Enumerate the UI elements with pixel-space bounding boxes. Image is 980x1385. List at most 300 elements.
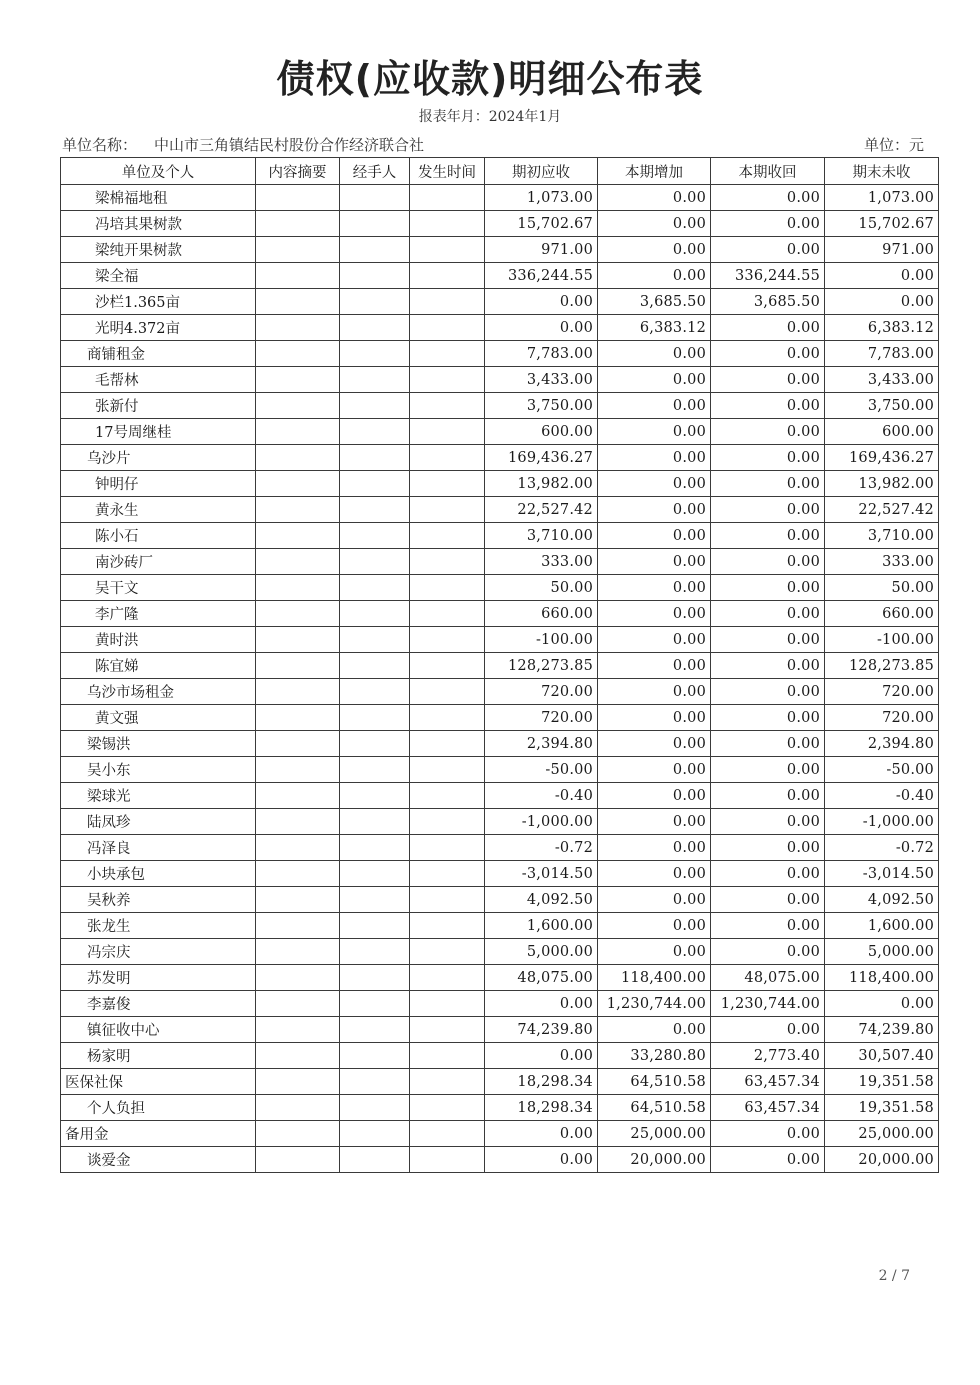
increase-amount-cell: 0.00 <box>598 783 711 809</box>
receivables-table <box>60 157 939 1173</box>
table-row <box>61 809 939 835</box>
increase-amount-cell: 0.00 <box>598 393 711 419</box>
opening-amount-cell: 169,436.27 <box>485 445 598 471</box>
summary-cell <box>256 679 340 705</box>
increase-amount-cell: 0.00 <box>598 653 711 679</box>
summary-cell <box>256 965 340 991</box>
entity-name-cell: 杨家明 <box>61 1043 256 1069</box>
entity-name-cell: 李嘉俊 <box>61 991 256 1017</box>
entity-name-cell: 南沙砖厂 <box>61 549 256 575</box>
summary-cell <box>256 913 340 939</box>
table-row <box>61 913 939 939</box>
increase-amount-cell: 0.00 <box>598 419 711 445</box>
increase-amount-cell: 0.00 <box>598 185 711 211</box>
date-cell <box>410 835 485 861</box>
table-row <box>61 211 939 237</box>
recovered-amount-cell: 0.00 <box>711 835 825 861</box>
entity-name-cell: 钟明仔 <box>61 471 256 497</box>
handler-cell <box>340 237 410 263</box>
table-row <box>61 1121 939 1147</box>
entity-name-cell: 梁全福 <box>61 263 256 289</box>
handler-cell <box>340 783 410 809</box>
recovered-amount-cell: 48,075.00 <box>711 965 825 991</box>
recovered-amount-cell: 0.00 <box>711 601 825 627</box>
recovered-amount-cell: 0.00 <box>711 783 825 809</box>
increase-amount-cell: 0.00 <box>598 211 711 237</box>
summary-cell <box>256 471 340 497</box>
closing-amount-cell: 13,982.00 <box>825 471 939 497</box>
recovered-amount-cell: 0.00 <box>711 731 825 757</box>
opening-amount-cell: 22,527.42 <box>485 497 598 523</box>
date-cell <box>410 211 485 237</box>
date-cell <box>410 939 485 965</box>
opening-amount-cell: 4,092.50 <box>485 887 598 913</box>
recovered-amount-cell: 0.00 <box>711 471 825 497</box>
opening-amount-cell: 720.00 <box>485 705 598 731</box>
date-cell <box>410 861 485 887</box>
closing-amount-cell: 0.00 <box>825 263 939 289</box>
entity-name-cell: 黄文强 <box>61 705 256 731</box>
closing-amount-cell: 20,000.00 <box>825 1147 939 1173</box>
opening-amount-cell: 333.00 <box>485 549 598 575</box>
date-cell <box>410 185 485 211</box>
table-body <box>61 185 939 1173</box>
column-header: 期末未收 <box>825 158 939 185</box>
table-row <box>61 783 939 809</box>
closing-amount-cell: -0.72 <box>825 835 939 861</box>
summary-cell <box>256 809 340 835</box>
date-cell <box>410 653 485 679</box>
date-cell <box>410 1017 485 1043</box>
recovered-amount-cell: 0.00 <box>711 861 825 887</box>
handler-cell <box>340 1147 410 1173</box>
handler-cell <box>340 289 410 315</box>
recovered-amount-cell: 336,244.55 <box>711 263 825 289</box>
column-header: 本期增加 <box>598 158 711 185</box>
recovered-amount-cell: 0.00 <box>711 653 825 679</box>
increase-amount-cell: 118,400.00 <box>598 965 711 991</box>
date-cell <box>410 757 485 783</box>
opening-amount-cell: 3,750.00 <box>485 393 598 419</box>
date-cell <box>410 393 485 419</box>
recovered-amount-cell: 0.00 <box>711 549 825 575</box>
table-row <box>61 653 939 679</box>
entity-name-cell: 毛帮林 <box>61 367 256 393</box>
date-cell <box>410 549 485 575</box>
opening-amount-cell: 720.00 <box>485 679 598 705</box>
table-header-row <box>61 158 939 185</box>
handler-cell <box>340 1017 410 1043</box>
increase-amount-cell: 0.00 <box>598 575 711 601</box>
entity-name-cell: 梁锡洪 <box>61 731 256 757</box>
entity-name-cell: 沙栏1.365亩 <box>61 289 256 315</box>
opening-amount-cell: 18,298.34 <box>485 1069 598 1095</box>
opening-amount-cell: 0.00 <box>485 1043 598 1069</box>
table-row <box>61 185 939 211</box>
recovered-amount-cell: 0.00 <box>711 913 825 939</box>
summary-cell <box>256 289 340 315</box>
summary-cell <box>256 211 340 237</box>
summary-cell <box>256 185 340 211</box>
entity-name-cell: 乌沙片 <box>61 445 256 471</box>
closing-amount-cell: -100.00 <box>825 627 939 653</box>
date-cell <box>410 1095 485 1121</box>
table-row <box>61 471 939 497</box>
handler-cell <box>340 1043 410 1069</box>
recovered-amount-cell: 0.00 <box>711 341 825 367</box>
summary-cell <box>256 627 340 653</box>
closing-amount-cell: 19,351.58 <box>825 1095 939 1121</box>
opening-amount-cell: 2,394.80 <box>485 731 598 757</box>
increase-amount-cell: 64,510.58 <box>598 1095 711 1121</box>
summary-cell <box>256 601 340 627</box>
closing-amount-cell: 720.00 <box>825 679 939 705</box>
entity-name-cell: 谈爱金 <box>61 1147 256 1173</box>
recovered-amount-cell: 0.00 <box>711 757 825 783</box>
increase-amount-cell: 1,230,744.00 <box>598 991 711 1017</box>
recovered-amount-cell: 63,457.34 <box>711 1069 825 1095</box>
date-cell <box>410 315 485 341</box>
increase-amount-cell: 64,510.58 <box>598 1069 711 1095</box>
handler-cell <box>340 497 410 523</box>
summary-cell <box>256 497 340 523</box>
increase-amount-cell: 0.00 <box>598 1017 711 1043</box>
entity-name-cell: 医保社保 <box>61 1069 256 1095</box>
opening-amount-cell: -100.00 <box>485 627 598 653</box>
date-cell <box>410 367 485 393</box>
recovered-amount-cell: 2,773.40 <box>711 1043 825 1069</box>
entity-name-cell: 黄永生 <box>61 497 256 523</box>
closing-amount-cell: -0.40 <box>825 783 939 809</box>
entity-name-cell: 吴秋养 <box>61 887 256 913</box>
opening-amount-cell: 0.00 <box>485 289 598 315</box>
summary-cell <box>256 575 340 601</box>
opening-amount-cell: 50.00 <box>485 575 598 601</box>
summary-cell <box>256 731 340 757</box>
summary-cell <box>256 445 340 471</box>
entity-name-cell: 张龙生 <box>61 913 256 939</box>
summary-cell <box>256 887 340 913</box>
increase-amount-cell: 0.00 <box>598 731 711 757</box>
handler-cell <box>340 1121 410 1147</box>
opening-amount-cell: 1,600.00 <box>485 913 598 939</box>
handler-cell <box>340 575 410 601</box>
handler-cell <box>340 445 410 471</box>
date-cell <box>410 679 485 705</box>
table-row <box>61 367 939 393</box>
closing-amount-cell: 0.00 <box>825 991 939 1017</box>
table-row <box>61 289 939 315</box>
closing-amount-cell: 6,383.12 <box>825 315 939 341</box>
table-row <box>61 1147 939 1173</box>
recovered-amount-cell: 0.00 <box>711 1017 825 1043</box>
opening-amount-cell: 336,244.55 <box>485 263 598 289</box>
date-cell <box>410 731 485 757</box>
column-header: 经手人 <box>340 158 410 185</box>
table-row <box>61 1043 939 1069</box>
closing-amount-cell: -1,000.00 <box>825 809 939 835</box>
handler-cell <box>340 731 410 757</box>
opening-amount-cell: -50.00 <box>485 757 598 783</box>
summary-cell <box>256 263 340 289</box>
increase-amount-cell: 0.00 <box>598 627 711 653</box>
recovered-amount-cell: 0.00 <box>711 445 825 471</box>
opening-amount-cell: 0.00 <box>485 315 598 341</box>
entity-name-cell: 吴干文 <box>61 575 256 601</box>
table-row <box>61 549 939 575</box>
handler-cell <box>340 263 410 289</box>
handler-cell <box>340 471 410 497</box>
closing-amount-cell: 25,000.00 <box>825 1121 939 1147</box>
increase-amount-cell: 0.00 <box>598 679 711 705</box>
summary-cell <box>256 1043 340 1069</box>
handler-cell <box>340 705 410 731</box>
closing-amount-cell: 1,073.00 <box>825 185 939 211</box>
handler-cell <box>340 419 410 445</box>
summary-cell <box>256 991 340 1017</box>
summary-cell <box>256 705 340 731</box>
handler-cell <box>340 627 410 653</box>
table-row <box>61 861 939 887</box>
increase-amount-cell: 0.00 <box>598 549 711 575</box>
increase-amount-cell: 0.00 <box>598 341 711 367</box>
recovered-amount-cell: 0.00 <box>711 1147 825 1173</box>
recovered-amount-cell: 1,230,744.00 <box>711 991 825 1017</box>
unit-name-value: 中山市三角镇结民村股份合作经济联合社 <box>154 136 425 154</box>
date-cell <box>410 887 485 913</box>
opening-amount-cell: 3,433.00 <box>485 367 598 393</box>
table-row <box>61 835 939 861</box>
closing-amount-cell: 1,600.00 <box>825 913 939 939</box>
date-cell <box>410 497 485 523</box>
opening-amount-cell: 74,239.80 <box>485 1017 598 1043</box>
handler-cell <box>340 913 410 939</box>
summary-cell <box>256 1069 340 1095</box>
handler-cell <box>340 341 410 367</box>
increase-amount-cell: 20,000.00 <box>598 1147 711 1173</box>
currency-unit: 单位：元 <box>863 136 924 154</box>
entity-name-cell: 陈宜娣 <box>61 653 256 679</box>
entity-name-cell: 备用金 <box>61 1121 256 1147</box>
closing-amount-cell: 118,400.00 <box>825 965 939 991</box>
increase-amount-cell: 3,685.50 <box>598 289 711 315</box>
handler-cell <box>340 653 410 679</box>
table-row <box>61 445 939 471</box>
increase-amount-cell: 0.00 <box>598 237 711 263</box>
recovered-amount-cell: 63,457.34 <box>711 1095 825 1121</box>
opening-amount-cell: 1,073.00 <box>485 185 598 211</box>
closing-amount-cell: 50.00 <box>825 575 939 601</box>
summary-cell <box>256 653 340 679</box>
closing-amount-cell: 660.00 <box>825 601 939 627</box>
table-row <box>61 1069 939 1095</box>
closing-amount-cell: -50.00 <box>825 757 939 783</box>
recovered-amount-cell: 0.00 <box>711 393 825 419</box>
opening-amount-cell: 7,783.00 <box>485 341 598 367</box>
increase-amount-cell: 0.00 <box>598 939 711 965</box>
handler-cell <box>340 965 410 991</box>
date-cell <box>410 1069 485 1095</box>
increase-amount-cell: 0.00 <box>598 913 711 939</box>
entity-name-cell: 梁纯开果树款 <box>61 237 256 263</box>
increase-amount-cell: 0.00 <box>598 835 711 861</box>
handler-cell <box>340 549 410 575</box>
increase-amount-cell: 25,000.00 <box>598 1121 711 1147</box>
increase-amount-cell: 0.00 <box>598 263 711 289</box>
opening-amount-cell: 5,000.00 <box>485 939 598 965</box>
handler-cell <box>340 601 410 627</box>
recovered-amount-cell: 0.00 <box>711 887 825 913</box>
opening-amount-cell: 0.00 <box>485 991 598 1017</box>
table-row <box>61 523 939 549</box>
handler-cell <box>340 939 410 965</box>
column-header: 本期收回 <box>711 158 825 185</box>
handler-cell <box>340 1069 410 1095</box>
table-row <box>61 263 939 289</box>
summary-cell <box>256 835 340 861</box>
recovered-amount-cell: 0.00 <box>711 315 825 341</box>
date-cell <box>410 627 485 653</box>
handler-cell <box>340 757 410 783</box>
handler-cell <box>340 393 410 419</box>
date-cell <box>410 445 485 471</box>
page-title: 债权(应收款)明细公布表 <box>276 57 704 101</box>
table-row <box>61 341 939 367</box>
entity-name-cell: 光明4.372亩 <box>61 315 256 341</box>
table-row <box>61 627 939 653</box>
date-cell <box>410 1147 485 1173</box>
entity-name-cell: 商铺租金 <box>61 341 256 367</box>
opening-amount-cell: 600.00 <box>485 419 598 445</box>
closing-amount-cell: 971.00 <box>825 237 939 263</box>
date-cell <box>410 1121 485 1147</box>
table-row <box>61 757 939 783</box>
handler-cell <box>340 861 410 887</box>
entity-name-cell: 李广隆 <box>61 601 256 627</box>
opening-amount-cell: 15,702.67 <box>485 211 598 237</box>
closing-amount-cell: 2,394.80 <box>825 731 939 757</box>
table-row <box>61 497 939 523</box>
recovered-amount-cell: 0.00 <box>711 627 825 653</box>
summary-cell <box>256 1017 340 1043</box>
closing-amount-cell: -3,014.50 <box>825 861 939 887</box>
increase-amount-cell: 0.00 <box>598 705 711 731</box>
closing-amount-cell: 0.00 <box>825 289 939 315</box>
closing-amount-cell: 3,750.00 <box>825 393 939 419</box>
page-number: 2 / 7 <box>878 1268 910 1284</box>
summary-cell <box>256 861 340 887</box>
column-header: 期初应收 <box>485 158 598 185</box>
closing-amount-cell: 128,273.85 <box>825 653 939 679</box>
closing-amount-cell: 7,783.00 <box>825 341 939 367</box>
table-row <box>61 1095 939 1121</box>
opening-amount-cell: -1,000.00 <box>485 809 598 835</box>
increase-amount-cell: 0.00 <box>598 601 711 627</box>
handler-cell <box>340 1095 410 1121</box>
opening-amount-cell: 3,710.00 <box>485 523 598 549</box>
table-row <box>61 965 939 991</box>
date-cell <box>410 809 485 835</box>
opening-amount-cell: 660.00 <box>485 601 598 627</box>
entity-name-cell: 吴小东 <box>61 757 256 783</box>
date-cell <box>410 783 485 809</box>
table-row <box>61 1017 939 1043</box>
table-row <box>61 991 939 1017</box>
opening-amount-cell: -3,014.50 <box>485 861 598 887</box>
increase-amount-cell: 6,383.12 <box>598 315 711 341</box>
entity-name-cell: 黄时洪 <box>61 627 256 653</box>
recovered-amount-cell: 0.00 <box>711 705 825 731</box>
handler-cell <box>340 315 410 341</box>
unit-info-row <box>62 134 924 154</box>
closing-amount-cell: 30,507.40 <box>825 1043 939 1069</box>
recovered-amount-cell: 0.00 <box>711 523 825 549</box>
opening-amount-cell: 13,982.00 <box>485 471 598 497</box>
recovered-amount-cell: 0.00 <box>711 237 825 263</box>
closing-amount-cell: 169,436.27 <box>825 445 939 471</box>
handler-cell <box>340 523 410 549</box>
recovered-amount-cell: 0.00 <box>711 419 825 445</box>
summary-cell <box>256 315 340 341</box>
entity-name-cell: 17号周继桂 <box>61 419 256 445</box>
recovered-amount-cell: 0.00 <box>711 185 825 211</box>
summary-cell <box>256 341 340 367</box>
increase-amount-cell: 0.00 <box>598 367 711 393</box>
summary-cell <box>256 1147 340 1173</box>
date-cell <box>410 289 485 315</box>
table-row <box>61 887 939 913</box>
summary-cell <box>256 419 340 445</box>
date-cell <box>410 523 485 549</box>
recovered-amount-cell: 3,685.50 <box>711 289 825 315</box>
entity-name-cell: 乌沙市场租金 <box>61 679 256 705</box>
increase-amount-cell: 0.00 <box>598 887 711 913</box>
table-row <box>61 601 939 627</box>
increase-amount-cell: 0.00 <box>598 809 711 835</box>
handler-cell <box>340 211 410 237</box>
entity-name-cell: 冯泽良 <box>61 835 256 861</box>
entity-name-cell: 梁球光 <box>61 783 256 809</box>
column-header: 单位及个人 <box>61 158 256 185</box>
closing-amount-cell: 3,433.00 <box>825 367 939 393</box>
date-cell <box>410 601 485 627</box>
closing-amount-cell: 15,702.67 <box>825 211 939 237</box>
entity-name-cell: 梁棉福地租 <box>61 185 256 211</box>
report-period: 报表年月：2024年1月 <box>418 109 562 125</box>
increase-amount-cell: 0.00 <box>598 523 711 549</box>
handler-cell <box>340 887 410 913</box>
closing-amount-cell: 4,092.50 <box>825 887 939 913</box>
entity-name-cell: 陈小石 <box>61 523 256 549</box>
increase-amount-cell: 0.00 <box>598 497 711 523</box>
recovered-amount-cell: 0.00 <box>711 575 825 601</box>
recovered-amount-cell: 0.00 <box>711 211 825 237</box>
increase-amount-cell: 0.00 <box>598 471 711 497</box>
summary-cell <box>256 757 340 783</box>
recovered-amount-cell: 0.00 <box>711 497 825 523</box>
column-header: 内容摘要 <box>256 158 340 185</box>
handler-cell <box>340 991 410 1017</box>
handler-cell <box>340 367 410 393</box>
date-cell <box>410 913 485 939</box>
opening-amount-cell: -0.72 <box>485 835 598 861</box>
handler-cell <box>340 679 410 705</box>
summary-cell <box>256 1095 340 1121</box>
summary-cell <box>256 549 340 575</box>
column-header: 发生时间 <box>410 158 485 185</box>
recovered-amount-cell: 0.00 <box>711 809 825 835</box>
entity-name-cell: 陆凤珍 <box>61 809 256 835</box>
